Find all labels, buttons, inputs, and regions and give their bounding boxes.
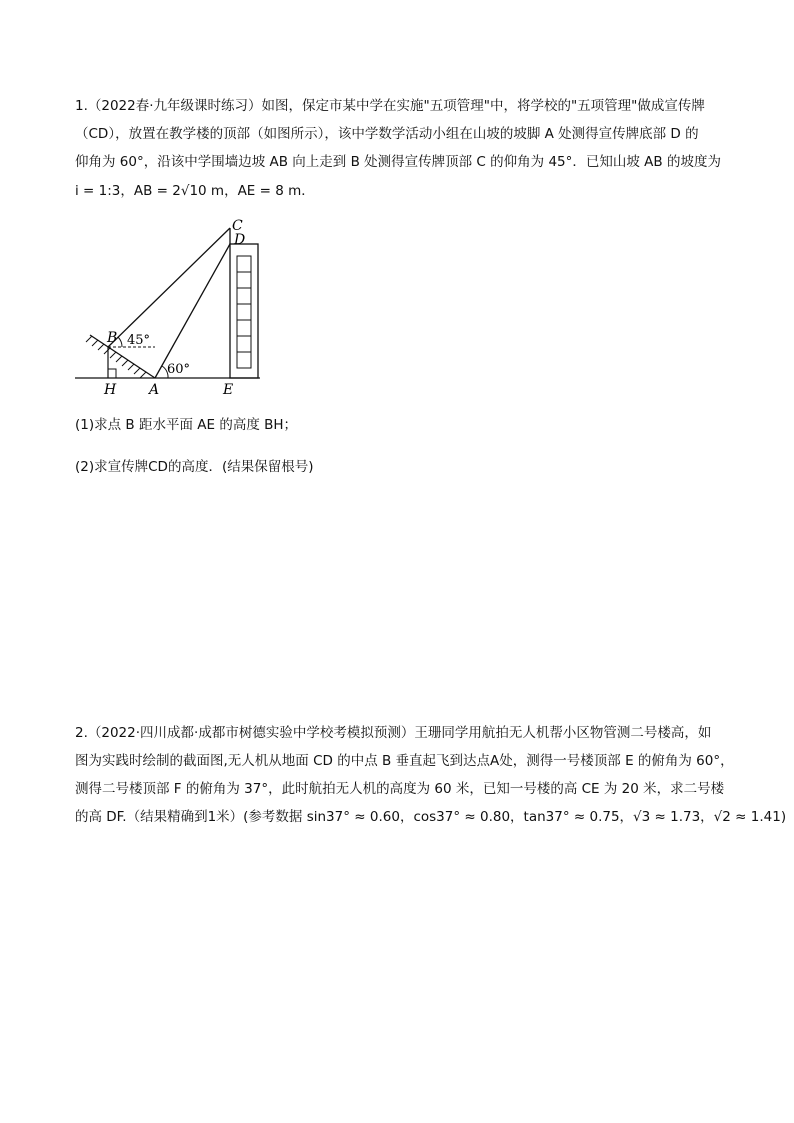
building-windows [237,256,251,368]
label-h: H [104,382,117,398]
q2-line-4: 的高 DF.（结果精确到1米）(参考数据 sin37° ≈ 0.60，cos37° ≈ 0.80，tan37° ≈ 0.75，√3 ≈ 1.73，√2 ≈ 1.41) [75,809,787,825]
angle-label-b: 45° [127,333,151,348]
label-e: E [223,382,234,398]
label-b: B [107,330,118,346]
q1-line-2: （CD），放置在教学楼的顶部（如图所示），该中学数学活动小组在山坡的坡脚 A 处测得宣传牌底部 D 的 [75,126,699,142]
angle-arc-b [118,337,122,347]
q1-line-3: 仰角为 60°，沿该中学围墙边坡 AB 向上走到 B 处测得宣传牌顶部 C 的仰角为 45°．已知山坡 AB 的坡度为 [75,154,721,170]
right-angle-mark [108,369,116,378]
building [230,244,258,378]
label-c: C [232,218,243,234]
q2-line-3: 测得二号楼顶部 F 的俯角为 37°，此时航拍无人机的高度为 60 米，已知一号楼的高 CE 为 20 米，求二号楼 [75,781,725,797]
q1-part-1: (1)求点 B 距水平面 AE 的高度 BH； [75,417,298,433]
q1-figure [70,218,300,398]
q2-line-2: 图为实践时绘制的截面图,无人机从地面 CD 的中点 B 垂直起飞到达点A处，测得一号楼顶部 E 的俯角为 60°， [75,753,734,769]
q1-figure-svg [70,218,300,398]
angle-label-a: 60° [167,362,191,377]
q2-line-1: 2.（2022·四川成都·成都市树德实验中学校考模拟预测）王珊同学用航拍无人机帮小区物管测二号楼高，如 [75,725,712,741]
q1-line-4: i = 1:3，AB = 2√10 m，AE = 8 m． [75,183,315,199]
bc-line [108,228,230,347]
q1-line-1: 1.（2022春·九年级课时练习）如图，保定市某中学在实施"五项管理"中，将学校的"五项管理"做成宣传牌 [75,98,705,114]
label-a: A [149,382,160,398]
label-d: D [234,232,246,248]
q1-part-2: (2)求宣传牌CD的高度．(结果保留根号) [75,459,314,475]
